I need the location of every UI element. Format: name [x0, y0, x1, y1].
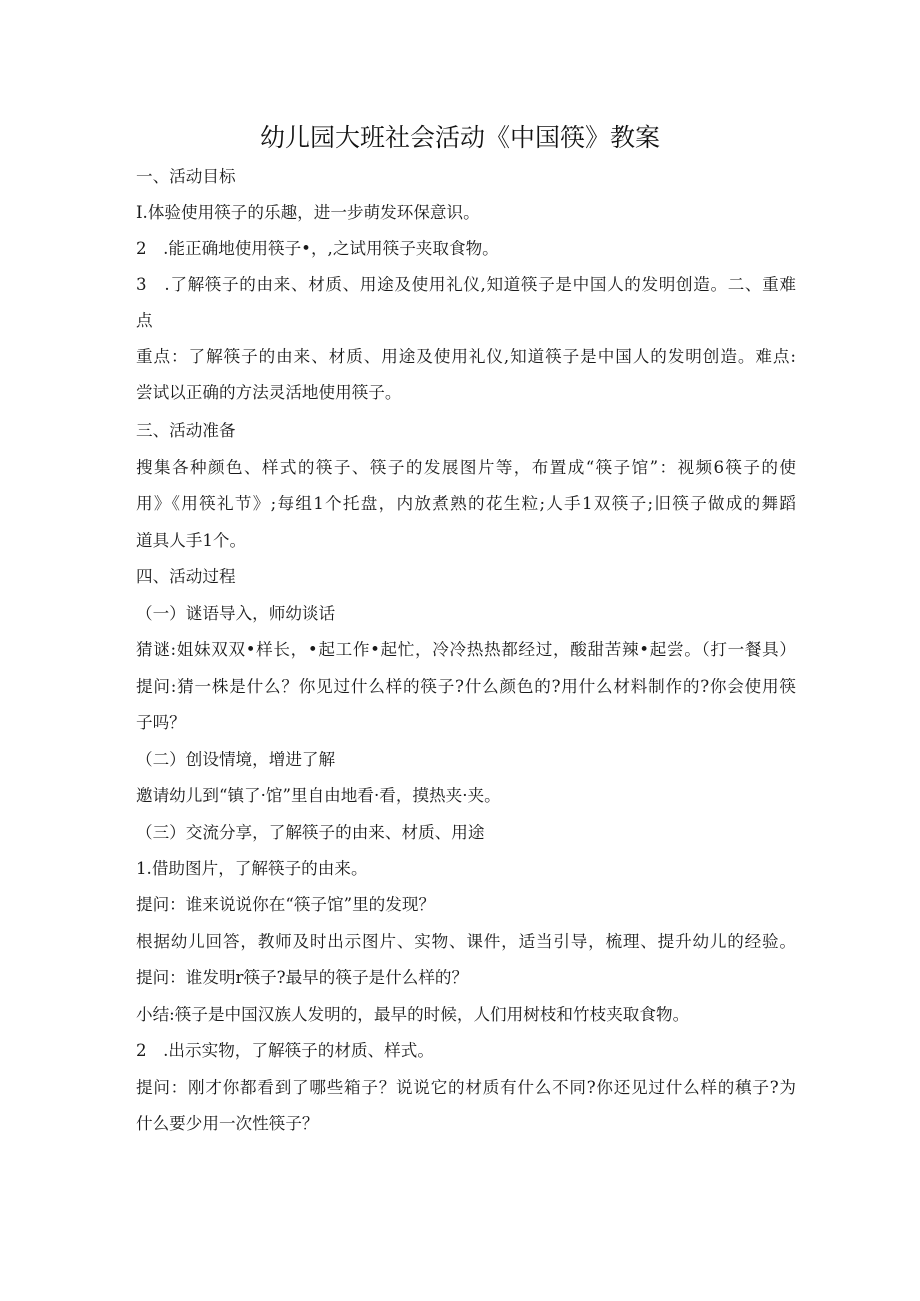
- step-1-heading: 1.借助图片，了解筷子的由来。: [136, 859, 368, 878]
- teacher-guidance-paragraph: 根据幼儿回答，教师及时出示图片、实物、课件，适当引导，梳理、提升幼儿的经验。: [136, 932, 796, 951]
- question-paragraph-1: 提问:猜一株是什么？你见过什么样的筷子?什么颜色的?用什么材料制作的?你会使用筷: [136, 677, 796, 696]
- section-heading-preparation: 三、活动准备: [136, 421, 236, 440]
- subsection-heading-sharing: （三）交流分享，了解筷子的由来、材质、用途: [136, 823, 485, 842]
- goal-item-2: 2 .能正确地使用筷子•，,之试用筷子夹取食物。: [136, 239, 499, 258]
- question-paragraph-1-continued: 子吗？: [136, 713, 186, 732]
- riddle-paragraph: 猜谜:姐妹双双•样长，•起工作•起忙，冷冷热热都经过，酸甜苦辣•起尝。（打一餐具）: [136, 640, 796, 659]
- subsection-heading-riddle: （一）谜语导入，师幼谈话: [136, 604, 336, 623]
- preparation-paragraph-line-2: 用》《用筷礼节》;每组1个托盘，内放煮熟的花生粒;人手1双筷子;旧筷子做成的舞蹈: [136, 494, 796, 513]
- section-heading-goals: 一、活动目标: [136, 167, 236, 186]
- subsection-heading-scenario: （二）创设情境，增进了解: [136, 750, 336, 769]
- question-paragraph-4-continued: 什么要少用一次性筷子？: [136, 1114, 319, 1133]
- key-points-paragraph: 重点：了解筷子的由来、材质、用途及使用礼仪,知道筷子是中国人的发明创造。难点:: [136, 347, 796, 366]
- scenario-paragraph: 邀请幼儿到“镇了·馆”里自由地看·看，摸热夹·夹。: [136, 786, 501, 805]
- question-paragraph-4: 提问：刚才你都看到了哪些箱子？说说它的材质有什么不同?你还见过什么样的稹子?为: [136, 1078, 796, 1097]
- summary-paragraph: 小结:筷子是中国汉族人发明的，最早的时候，人们用树枝和竹枝夹取食物。: [136, 1005, 690, 1024]
- section-heading-process: 四、活动过程: [136, 567, 236, 586]
- goal-item-3-continued: 点: [136, 311, 153, 330]
- step-2-heading: 2 .出示实物，了解筷子的材质、样式。: [136, 1041, 434, 1060]
- goal-item-1: I.体验使用筷子的乐趣，进一步萌发环保意识。: [136, 203, 480, 222]
- goal-item-3: 3 .了解筷子的由来、材质、用途及使用礼仪,知道筷子是中国人的发明创造。二、重难: [136, 275, 796, 294]
- preparation-paragraph-line-3: 道具人手1个。: [136, 531, 247, 550]
- key-points-paragraph-continued: 尝试以正确的方法灵活地使用筷子。: [136, 383, 402, 402]
- preparation-paragraph-line-1: 搜集各种颜色、样式的筷子、筷子的发展图片等，布置成“筷子馆”：视频6筷子的使: [136, 458, 796, 477]
- question-paragraph-2: 提问：谁来说说你在“筷子馆”里的发现？: [136, 895, 436, 914]
- document-title: 幼儿园大班社会活动《中国筷》教案: [259, 123, 660, 152]
- question-paragraph-3: 提问：谁发明r筷子?最早的筷子是什么样的？: [136, 968, 469, 987]
